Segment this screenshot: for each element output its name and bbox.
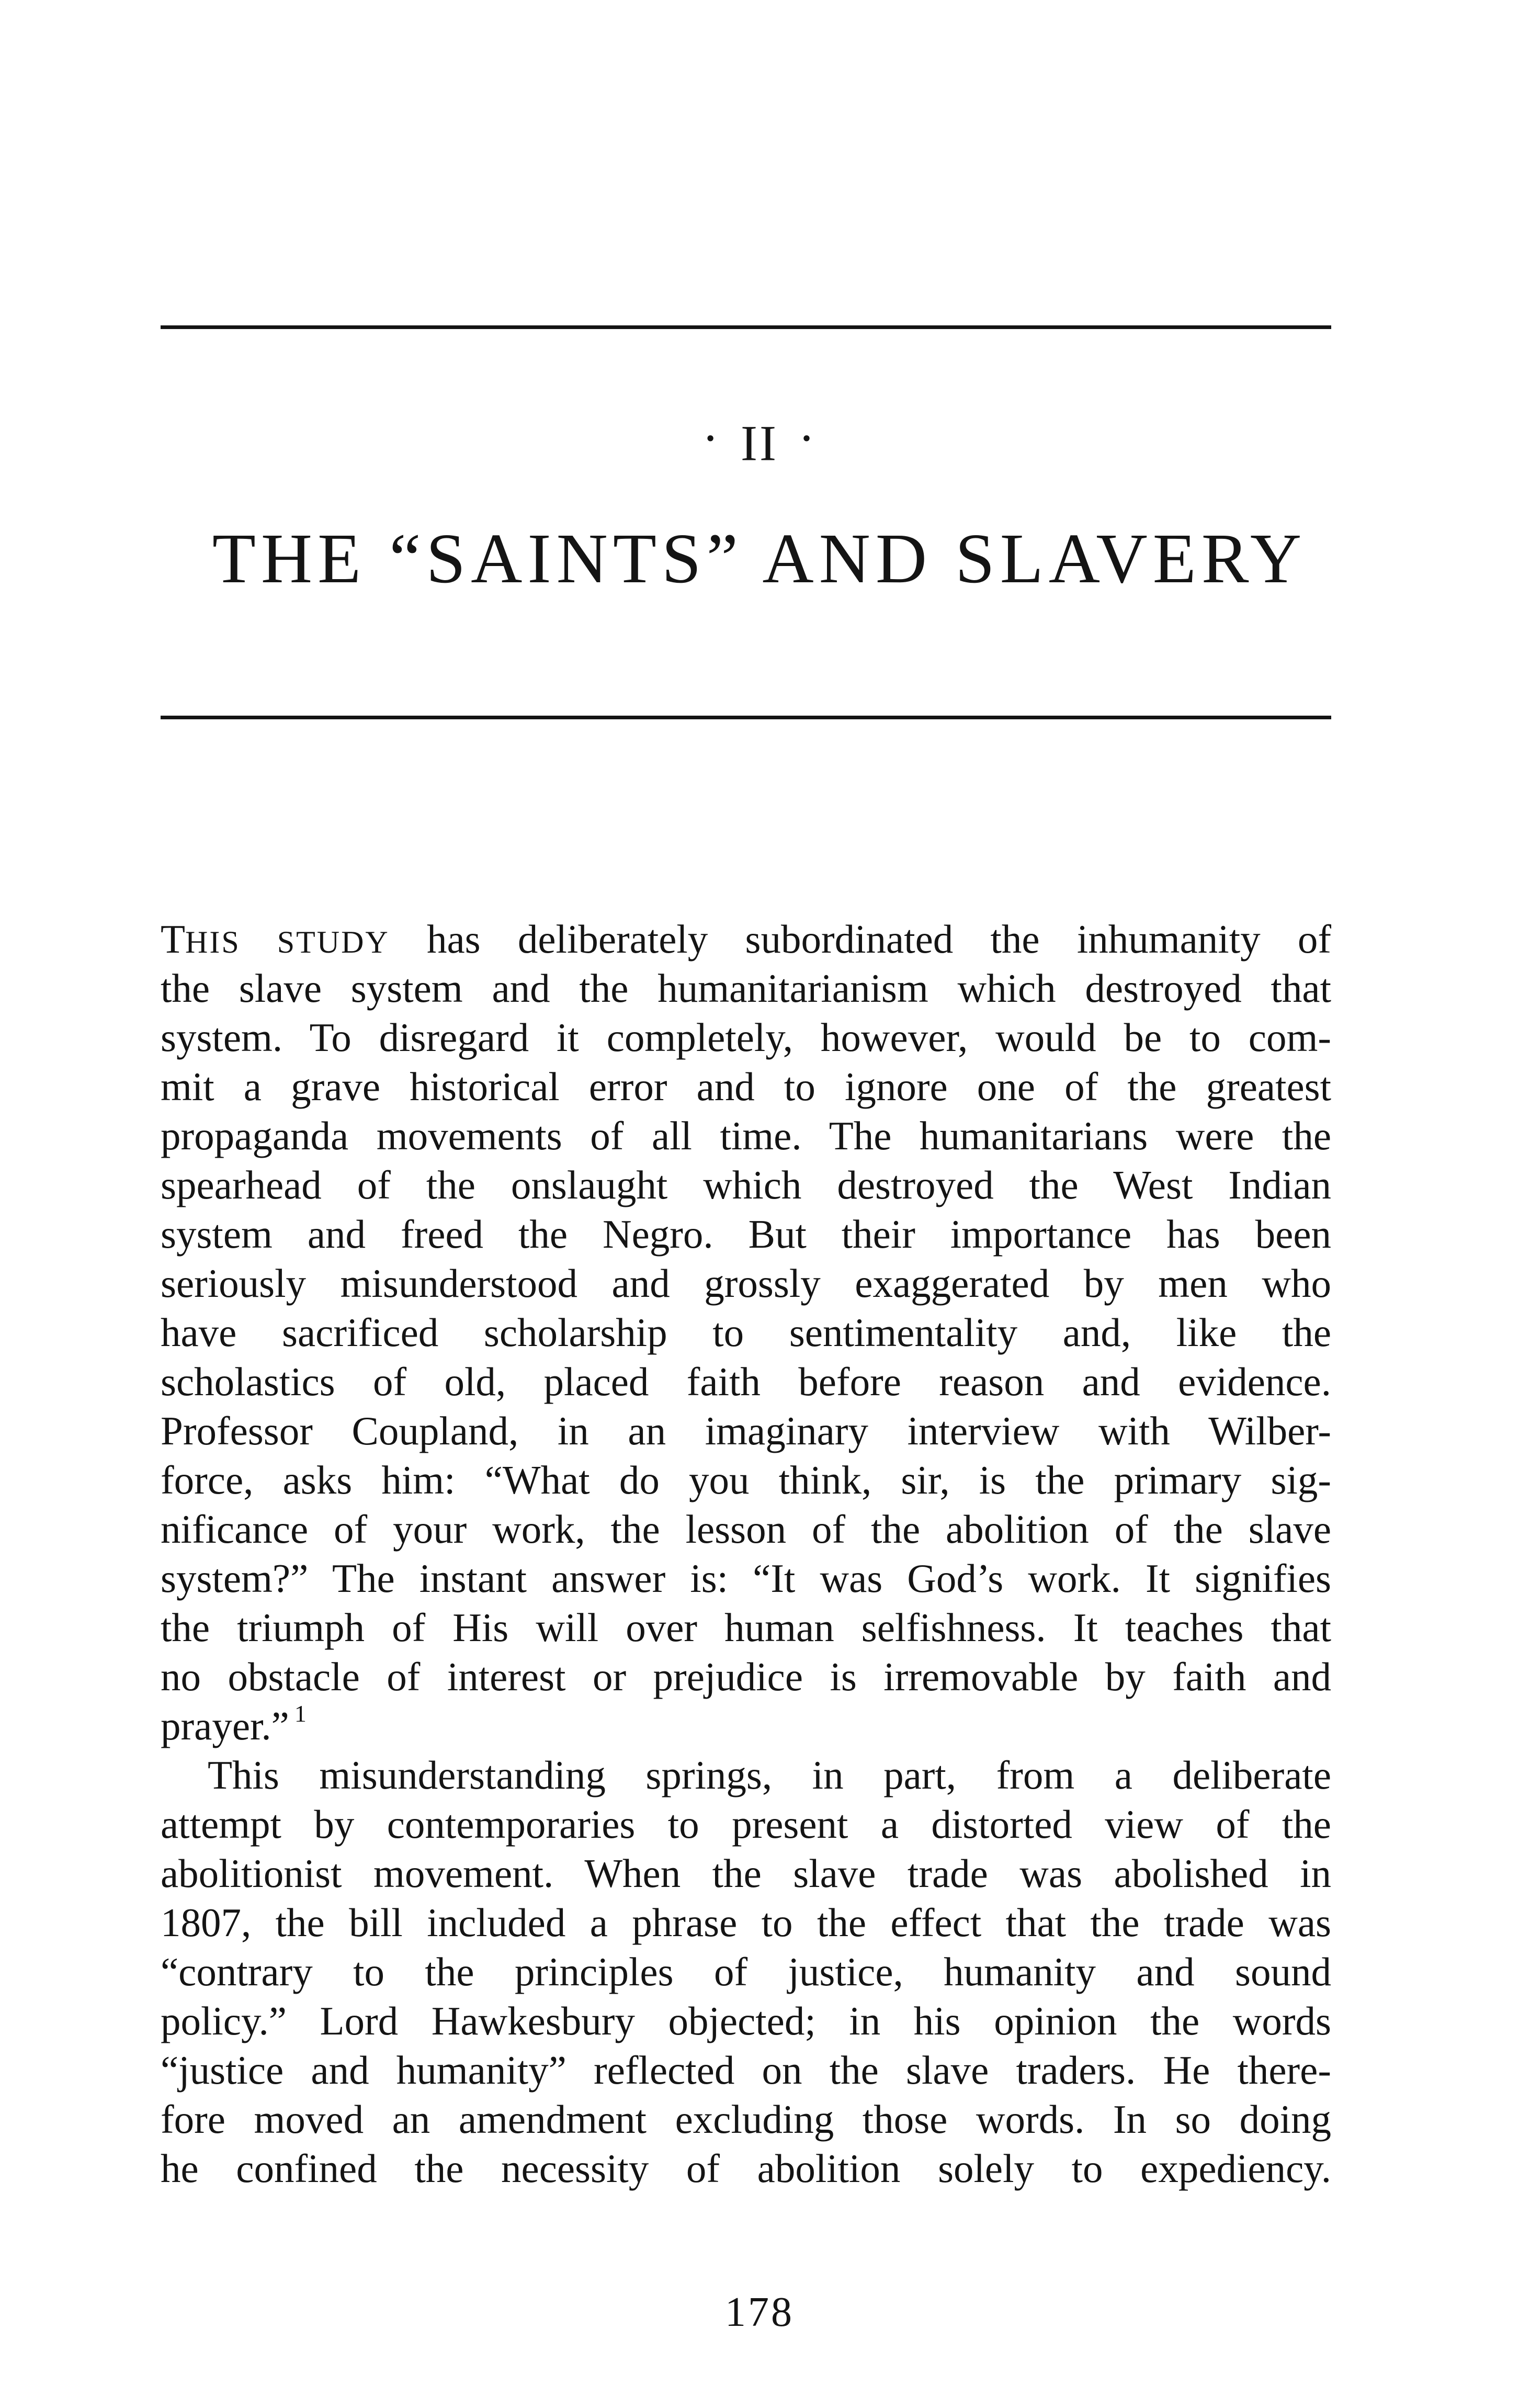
- text-line-15: the triumph of His will over human selfishness. It teaches that: [161, 1605, 1331, 1650]
- line-text: prayer.”: [161, 1703, 289, 1748]
- text-line-18: This misunderstanding springs, in part, from a deliberate: [208, 1753, 1331, 1797]
- text-line-23: policy.” Lord Hawkesbury objected; in his opinion the words: [161, 1998, 1331, 2043]
- page-number: 178: [725, 2289, 794, 2335]
- lead-small-caps: HIS STUDY: [185, 925, 390, 959]
- text-line-1: [161, 914, 1331, 964]
- text-line-24: “justice and humanity” reflected on the slave traders. He there-: [161, 2048, 1331, 2093]
- text-line-14: system?” The instant answer is: “It was God’s work. It signifies: [161, 1556, 1331, 1601]
- chapter-number: [0, 410, 1519, 471]
- chapter-numeral: II: [741, 415, 778, 471]
- bullet-left-icon: ·: [702, 410, 721, 466]
- text-line-4: mit a grave historical error and to ignore one of the greatest: [161, 1064, 1331, 1109]
- text-line-3: system. To disregard it completely, however, would be to com-: [161, 1015, 1331, 1060]
- text-line-6: spearhead of the onslaught which destroyed the West Indian: [161, 1162, 1331, 1207]
- text-line-25: fore moved an amendment excluding those words. In so doing: [161, 2097, 1331, 2142]
- top-rule: [161, 325, 1331, 329]
- text-line-2: the slave system and the humanitarianism which destroyed that: [161, 966, 1331, 1011]
- text-line-26: he confined the necessity of abolition solely to expediency.: [161, 2146, 1331, 2191]
- footnote-mark: 1: [294, 1701, 307, 1727]
- text-line-7: system and freed the Negro. But their importance has been: [161, 1212, 1331, 1257]
- text-line-13: nificance of your work, the lesson of the abolition of the slave: [161, 1507, 1331, 1552]
- text-line-5: propaganda movements of all time. The humanitarians were the: [161, 1113, 1331, 1158]
- text-line-8: seriously misunderstood and grossly exaggerated by men who: [161, 1261, 1331, 1306]
- text-line-11: Professor Coupland, in an imaginary interview with Wilber-: [161, 1408, 1331, 1453]
- text-line-22: “contrary to the principles of justice, humanity and sound: [161, 1949, 1331, 1994]
- bottom-rule: [161, 716, 1331, 719]
- text-line-17: [161, 1701, 1331, 1750]
- text-line-9: have sacrificed scholarship to sentimentality and, like the: [161, 1310, 1331, 1355]
- text-line-10: scholastics of old, placed faith before reason and evidence.: [161, 1359, 1331, 1404]
- text-line-12: force, asks him: “What do you think, sir, is the primary sig-: [161, 1457, 1331, 1502]
- bullet-right-icon: ·: [798, 410, 817, 466]
- line-text: has deliberately subordinated the inhumanity of: [389, 917, 1331, 962]
- text-line-20: abolitionist movement. When the slave trade was abolished in: [161, 1851, 1331, 1896]
- text-line-16: no obstacle of interest or prejudice is irremovable by faith and: [161, 1654, 1331, 1699]
- text-line-21: 1807, the bill included a phrase to the effect that the trade was: [161, 1900, 1331, 1945]
- body-text: [161, 914, 1331, 2193]
- text-line-19: attempt by contemporaries to present a distorted view of the: [161, 1802, 1331, 1847]
- lead-initial: T: [161, 917, 186, 962]
- chapter-title: THE “SAINTS” AND SLAVERY: [212, 519, 1307, 598]
